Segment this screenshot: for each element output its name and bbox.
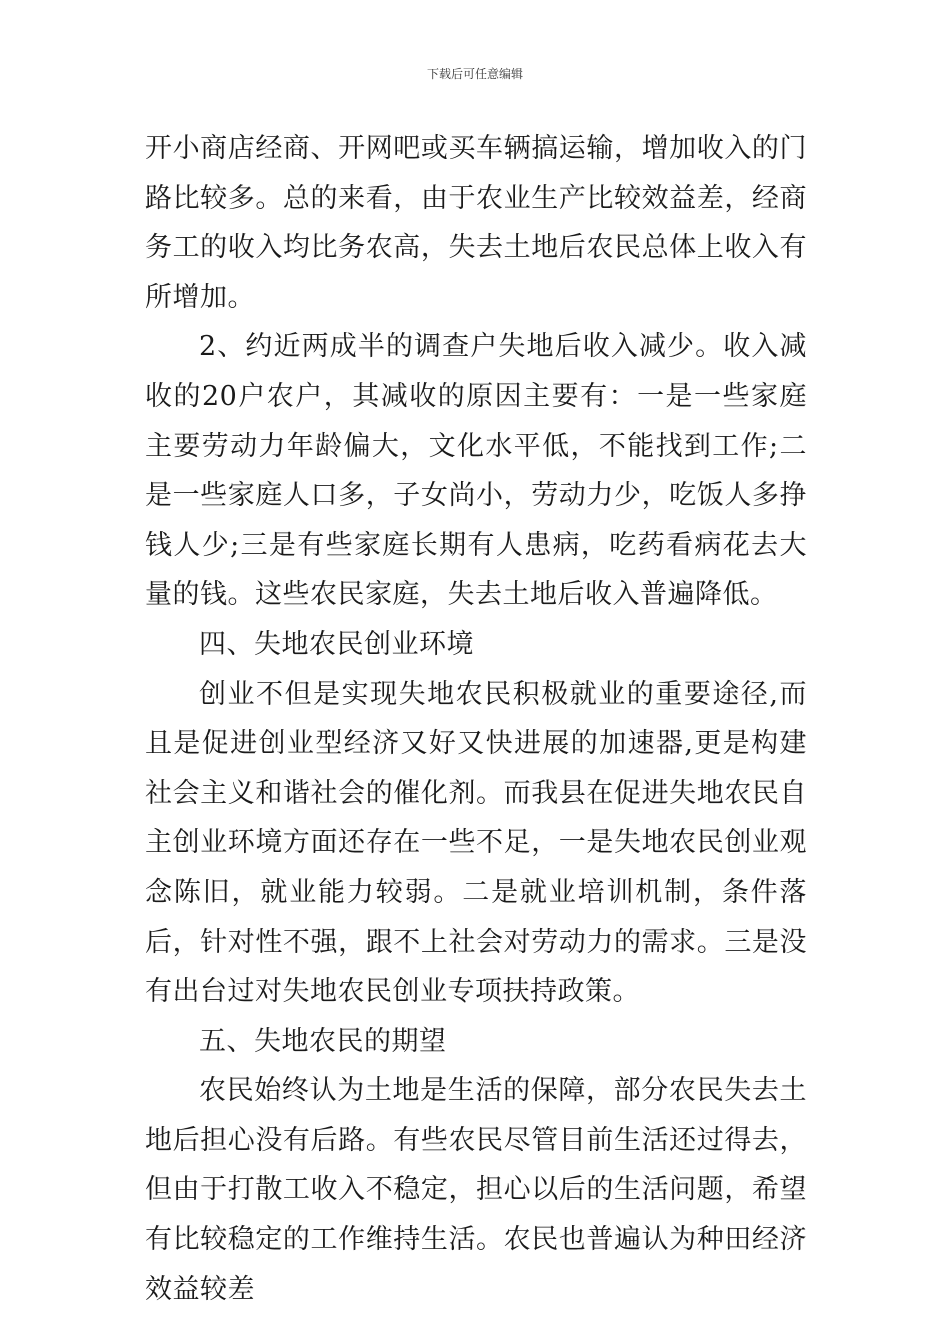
paragraph-continued: 开小商店经商、开网吧或买车辆搞运输，增加收入的门路比较多。总的来看，由于农业生产比较效益差，经商务工的收入均比务农高，失去土地后农民总体上收入有所增加。 [145,133,807,313]
document-body [145,124,807,1314]
section-heading-5: 五、失地农民的期望 [199,1025,447,1057]
page-header-note: 下载后可任意编辑 [426,67,523,81]
paragraph-section-5: 农民始终认为土地是生活的保障，部分农民失去土地后担心没有后路。有些农民尽管目前生活还过得去，但由于打散工收入不稳定，担心以后的生活问题，希望有比较稳定的工作维持生活。农民也普遍认为种田经济效益较差 [145,1075,807,1305]
paragraph-section-4: 创业不但是实现失地农民积极就业的重要途径,而且是促进创业型经济又好又快进展的加速器,更是构建社会主义和谐社会的催化剂。而我县在促进失地农民自主创业环境方面还存在一些不足，一是失地农民创业观念陈旧，就业能力较弱。二是就业培训机制，条件落后，针对性不强，跟不上社会对劳动力的需求。三是没有出台过对失地农民创业专项扶持政策。 [145,678,807,1008]
section-heading-4: 四、失地农民创业环境 [199,628,474,660]
paragraph-item-2: 2、约近两成半的调查户失地后收入减少。收入减收的20户农户，其减收的原因主要有：一是一些家庭主要劳动力年龄偏大，文化水平低，不能找到工作;二是一些家庭人口多，子女尚小，劳动力少，吃饭人多挣钱人少;三是有些家庭长期有人患病，吃药看病花去大量的钱。这些农民家庭，失去土地后收入普遍降低。 [145,331,807,611]
